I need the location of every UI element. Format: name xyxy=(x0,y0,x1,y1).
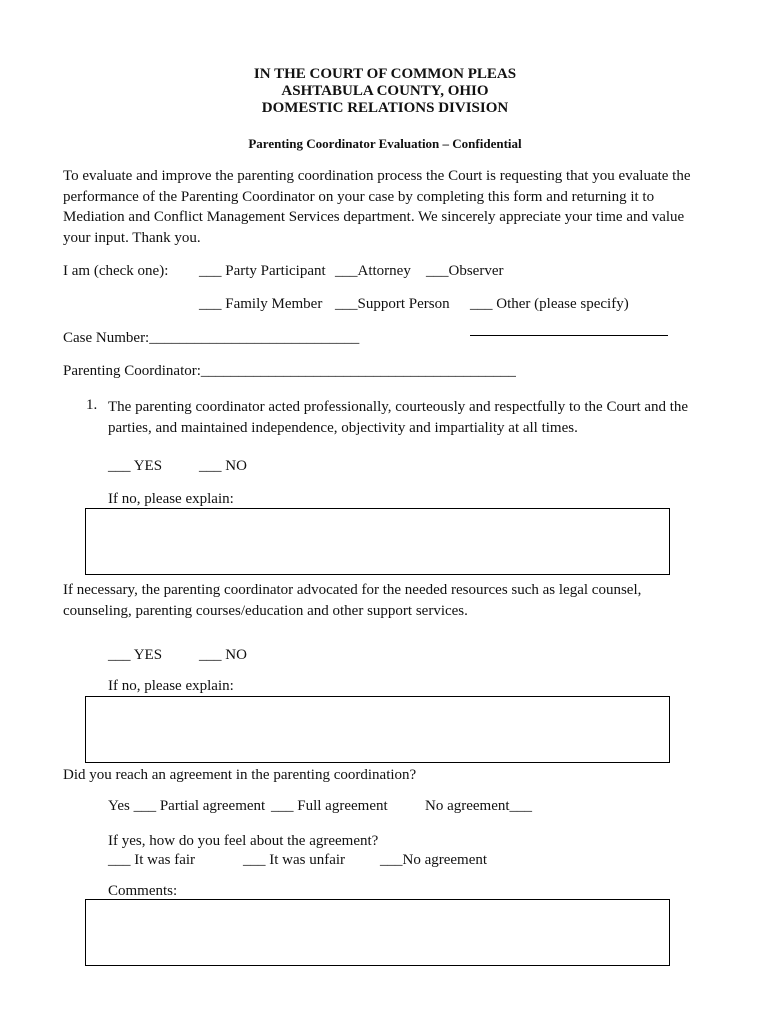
county-heading: ASHTABULA COUNTY, OHIO xyxy=(281,83,489,99)
q1-yes[interactable]: ___ YES xyxy=(108,458,163,474)
role-option-attorney[interactable]: ___Attorney xyxy=(335,263,411,279)
q3-no-agreement[interactable]: No agreement___ xyxy=(425,798,533,814)
case-number-field[interactable]: Case Number:____________________________ xyxy=(63,330,360,346)
q3-fair[interactable]: ___ It was fair xyxy=(108,852,196,868)
role-option-party-participant[interactable]: ___ Party Participant xyxy=(199,263,326,279)
q3-feel-label: If yes, how do you feel about the agreement? xyxy=(108,833,379,849)
q2-text: If necessary, the parenting coordinator advocated for the needed resources such as legal counsel, counseling, parenting courses/education and other support services. xyxy=(63,582,642,619)
intro-paragraph: To evaluate and improve the parenting coordination process the Court is requesting that you evaluate the performance of the Parenting Coordinator on your case by completing this form and returning it to Mediation and Conflict Management Services department. We sincerely appreciate your time and value your input. Thank you. xyxy=(63,168,691,246)
role-option-family-member[interactable]: ___ Family Member xyxy=(199,296,323,312)
q1-explain-box[interactable] xyxy=(85,508,670,575)
role-label: I am (check one): xyxy=(63,263,169,279)
role-option-observer[interactable]: ___Observer xyxy=(426,263,504,279)
division-heading: DOMESTIC RELATIONS DIVISION xyxy=(261,100,509,116)
role-option-support-person[interactable]: ___Support Person xyxy=(335,296,450,312)
q3-text: Did you reach an agreement in the parenting coordination? xyxy=(63,767,417,783)
q3-full-agreement[interactable]: ___ Full agreement xyxy=(271,798,388,814)
q2-no[interactable]: ___ NO xyxy=(199,647,247,663)
q1-explain-label: If no, please explain: xyxy=(108,491,234,507)
q3-unfair[interactable]: ___ It was unfair xyxy=(243,852,346,868)
q1-number: 1. xyxy=(86,397,98,413)
other-specify-line[interactable] xyxy=(470,335,668,336)
comments-box[interactable] xyxy=(85,899,670,966)
q2-explain-label: If no, please explain: xyxy=(108,678,234,694)
q3-no-agreement-feel[interactable]: ___No agreement xyxy=(380,852,488,868)
role-option-other[interactable]: ___ Other (please specify) xyxy=(470,296,629,312)
q2-yes[interactable]: ___ YES xyxy=(108,647,163,663)
court-heading: IN THE COURT OF COMMON PLEAS xyxy=(253,66,517,82)
q1-no[interactable]: ___ NO xyxy=(199,458,247,474)
q1-text: The parenting coordinator acted professionally, courteously and respectfully to the Court and the parties, and maintained independence, objectivity and impartiality at all times. xyxy=(108,399,689,436)
q3-partial-agreement[interactable]: Yes ___ Partial agreement xyxy=(108,798,266,814)
coordinator-field[interactable]: Parenting Coordinator:__________________________________________ xyxy=(63,363,516,379)
q2-explain-box[interactable] xyxy=(85,696,670,763)
form-subtitle: Parenting Coordinator Evaluation – Confidential xyxy=(248,136,522,151)
comments-label: Comments: xyxy=(108,883,178,899)
